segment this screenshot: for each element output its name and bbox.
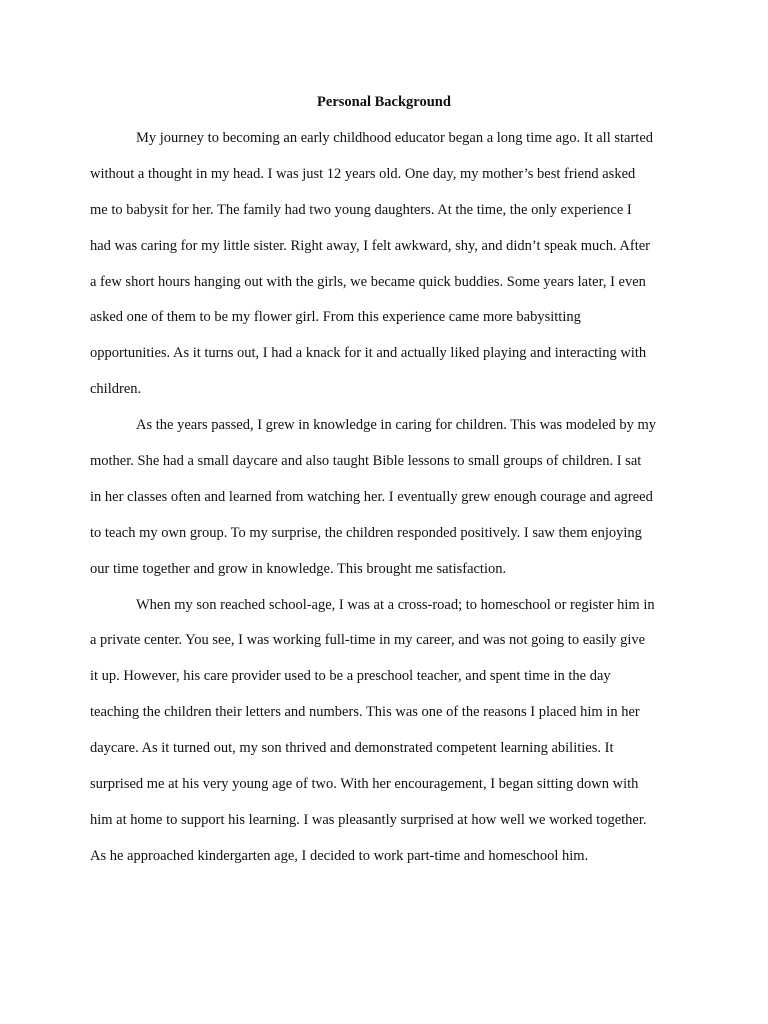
- paragraph-2-line: As the years passed, I grew in knowledge in caring for children. This was modeled by my: [136, 417, 656, 434]
- paragraph-3-line: As he approached kindergarten age, I decided to work part-time and homeschool him.: [90, 847, 589, 864]
- paragraph-2-line: mother. She had a small daycare and also taught Bible lessons to small groups of children. I sat: [90, 453, 642, 470]
- paragraph-1-line: a few short hours hanging out with the girls, we became quick buddies. Some years later, I even: [90, 273, 646, 290]
- paragraph-3-line: teaching the children their letters and numbers. This was one of the reasons I placed him in her: [90, 704, 640, 721]
- paragraph-2-line: to teach my own group. To my surprise, the children responded positively. I saw them enjoying: [90, 524, 642, 541]
- paragraph-1-line: me to babysit for her. The family had two young daughters. At the time, the only experience I: [90, 201, 632, 218]
- paragraph-1-line: My journey to becoming an early childhood educator began a long time ago. It all started: [136, 130, 654, 146]
- paragraph-2-line: in her classes often and learned from watching her. I eventually grew enough courage and agreed: [90, 488, 653, 505]
- paragraph-1-line: children.: [90, 381, 142, 398]
- paragraph-3-line: surprised me at his very young age of two. With her encouragement, I began sitting down with: [90, 776, 639, 793]
- paragraph-1-line: without a thought in my head. I was just 12 years old. One day, my mother’s best friend asked: [90, 165, 636, 182]
- paragraph-1-line: asked one of them to be my flower girl. From this experience came more babysitting: [90, 309, 581, 326]
- paragraph-3-line: daycare. As it turned out, my son thrived and demonstrated competent learning abilities. It: [90, 740, 614, 757]
- document-body: [90, 127, 680, 881]
- paragraph-3-line: him at home to support his learning. I was pleasantly surprised at how well we worked together.: [90, 811, 647, 828]
- document-title: Personal Background: [317, 94, 451, 110]
- paragraph-3-line: When my son reached school-age, I was at a cross-road; to homeschool or register him in: [136, 596, 655, 613]
- paragraph-1-line: had was caring for my little sister. Right away, I felt awkward, shy, and didn’t speak much. After: [90, 237, 650, 254]
- paragraph-3-line: it up. However, his care provider used to be a preschool teacher, and spent time in the day: [90, 668, 611, 685]
- paragraph-2-line: our time together and grow in knowledge. This brought me satisfaction.: [90, 560, 507, 577]
- paragraph-3-line: a private center. You see, I was working full-time in my career, and was not going to easily give: [90, 632, 646, 649]
- paragraph-1-line: opportunities. As it turns out, I had a knack for it and actually liked playing and interacting with: [90, 345, 647, 362]
